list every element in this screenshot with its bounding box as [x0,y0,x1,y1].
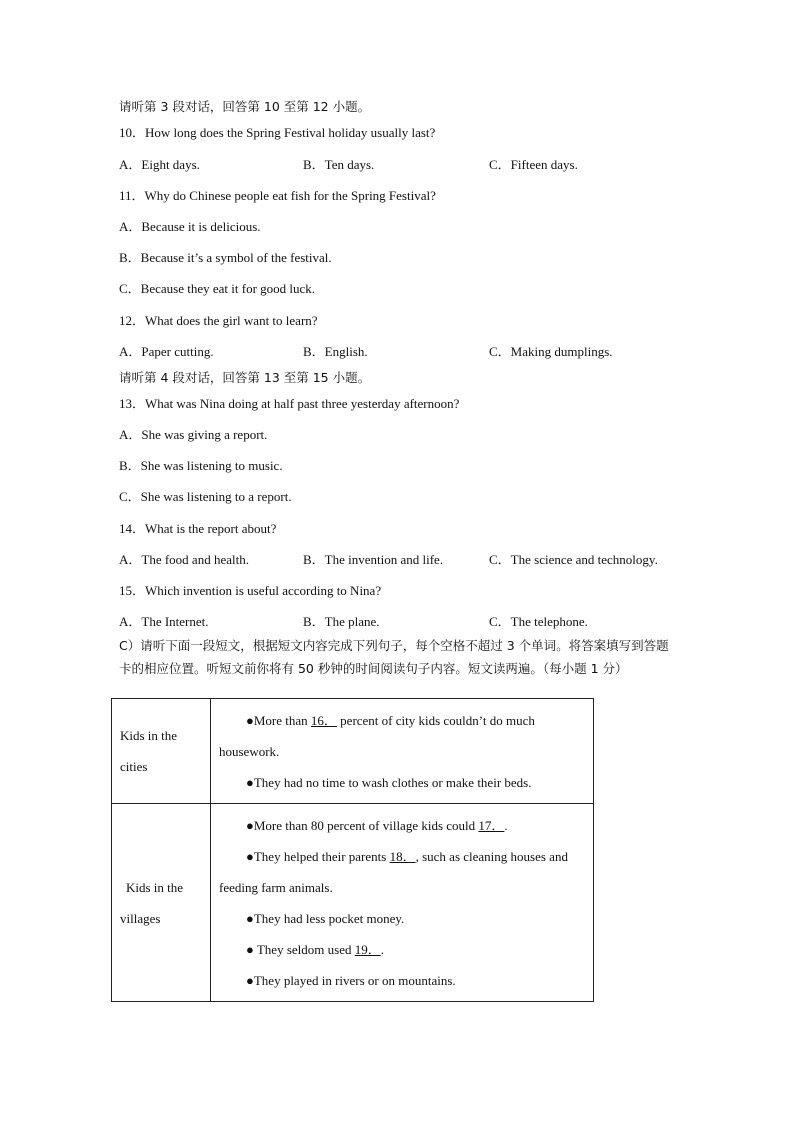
label-line: Kids in the [120,728,178,743]
q14-option-a: A．The food and health. [119,552,249,567]
q14-option-b: B．The invention and life. [303,552,444,567]
question-14: 14．What is the report about? [119,521,277,536]
question-15: 15．Which invention is useful according to Nina? [119,583,382,598]
q11-option-b: B．Because it’s a symbol of the festival. [119,250,332,265]
row-label-villages [112,804,211,1002]
q10-option-c: C．Fifteen days. [489,157,578,172]
label-line: Kids in the [126,879,184,895]
question-10: 10．How long does the Spring Festival holiday usually last? [119,125,436,140]
label-line: villages [120,910,161,926]
question-12: 12．What does the girl want to learn? [119,313,318,328]
q12-option-c: C．Making dumplings. [489,344,613,359]
bullet-18 [219,841,585,872]
row-content-villages [211,804,594,1002]
question-13: 13．What was Nina doing at half past three yesterday afternoon? [119,396,460,411]
bullet-text: ●More than [246,713,311,728]
blank-18: 18． [389,849,416,864]
bullet-text: percent of city kids couldn’t do much [336,713,535,728]
q14-option-c: C．The science and technology. [489,552,658,567]
q11-option-c: C．Because they eat it for good luck. [119,281,316,296]
bullet-text: . [380,942,384,957]
row-label-cities [112,699,211,804]
q10-option-a: A．Eight days. [119,157,200,172]
q12-option-a: A．Paper cutting. [119,344,214,359]
listening-table [111,698,594,1002]
bullet-19 [219,934,585,965]
q15-option-b: B．The plane. [303,614,380,629]
label-line: cities [120,759,148,774]
bullet-text: ●They helped their parents [246,849,390,864]
q11-option-a: A．Because it is delicious. [119,219,261,234]
part-c-instructions: C）请听下面一段短文，根据短文内容完成下列句子，每个空格不超过 3 个单词。将答案填写到答题卡的相应位置。听短文前你将有 50 秒钟的时间阅读句子内容。短文读两遍。（每小题 1 分） [119,638,669,676]
section-4-header: 请听第 4 段对话，回答第 13 至第 15 小题。 [119,370,371,385]
q15-option-a: A．The Internet. [119,614,209,629]
table-row-cities [112,699,594,804]
bullet-no-time: ●They had no time to wash clothes or make their beds. [246,775,532,790]
table-row-villages [112,804,594,1002]
bullet-18-cont: feeding farm animals. [219,880,333,895]
blank-19: 19． [354,942,381,957]
q12-option-b: B．English. [303,344,368,359]
bullet-pocket-money: ●They had less pocket money. [246,911,405,926]
q15-option-c: C．The telephone. [489,614,588,629]
q13-option-b: B．She was listening to music. [119,458,283,473]
question-11: 11．Why do Chinese people eat fish for the Spring Festival? [119,188,436,203]
bullet-text: ●More than 80 percent of village kids could [246,818,479,833]
bullet-text: ● They seldom used [246,942,355,957]
q13-option-c: C．She was listening to a report. [119,489,292,504]
bullet-rivers: ●They played in rivers or on mountains. [246,973,456,988]
bullet-text: . [504,818,508,833]
bullet-16 [219,705,585,736]
bullet-16-cont: housework. [219,744,280,759]
bullet-text: , such as cleaning houses and [415,849,568,864]
q10-option-b: B．Ten days. [303,157,375,172]
blank-16: 16． [310,713,337,728]
section-3-header: 请听第 3 段对话，回答第 10 至第 12 小题。 [119,99,371,114]
row-content-cities [211,699,594,804]
q13-option-a: A．She was giving a report. [119,427,268,442]
blank-17: 17． [478,818,505,833]
bullet-17 [219,810,585,841]
